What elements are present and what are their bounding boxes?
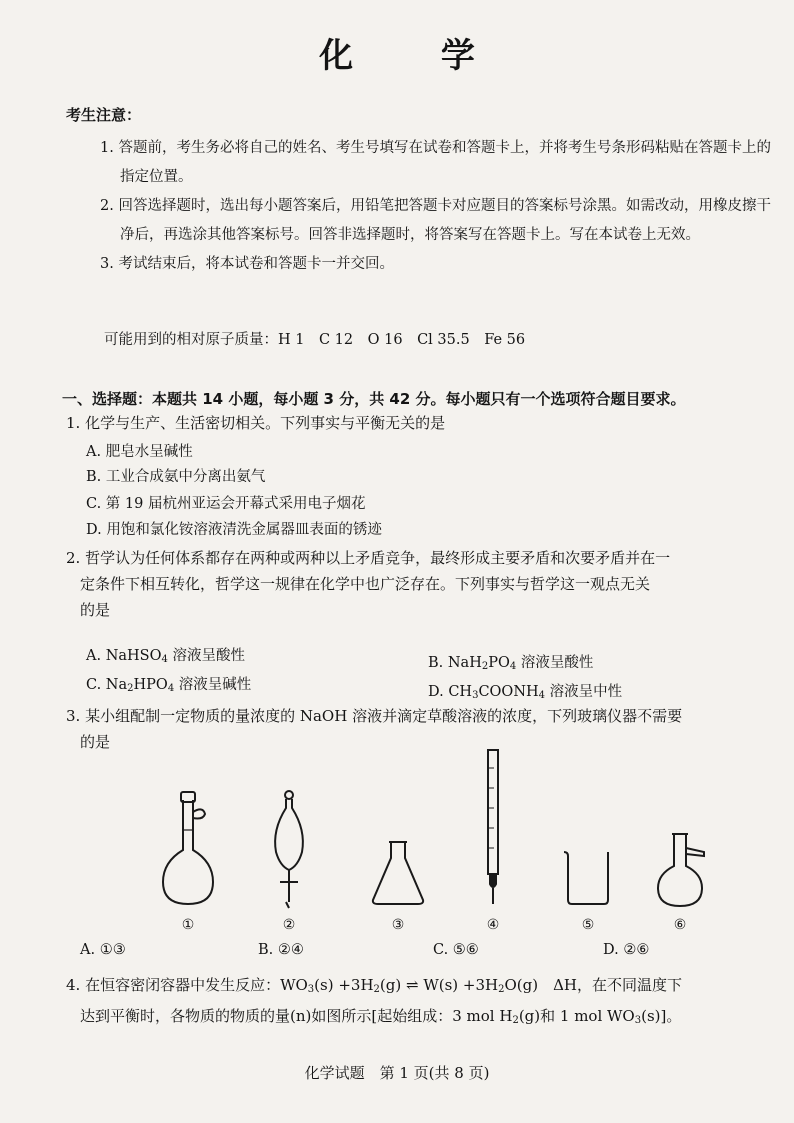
- beaker-icon: [558, 790, 618, 910]
- notice-list: [100, 134, 780, 279]
- question-1: [66, 410, 766, 436]
- apparatus-label: ①: [181, 917, 195, 933]
- option-a: A. 肥皂水呈碱性: [86, 444, 193, 460]
- volumetric-flask-icon: [158, 790, 218, 910]
- option-d: D. ②⑥: [603, 942, 650, 958]
- question-stem-line: 的是: [80, 601, 111, 619]
- option-a: A. NaHSO$_4$ 溶液呈酸性: [86, 648, 245, 665]
- question-stem-line: 达到平衡时，各物质的物质的量(n)如图所示[起始组成：3 mol $H_2(g)$和 1 mol $WO_3(s)$]。: [80, 1007, 682, 1026]
- option-a: A. ①③: [80, 942, 126, 958]
- apparatus-label: ②: [282, 917, 296, 933]
- question-stem-line: 4. 在恒容密闭容器中发生反应：$WO_3(s) +3H_2(g)$ ⇌ $W(s) +3H_2O(g)$ ΔH，在不同温度下: [66, 976, 683, 995]
- apparatus-label: ④: [486, 917, 500, 933]
- option-b: B. 工业合成氨中分离出氨气: [86, 469, 266, 485]
- option-c: C. ⑤⑥: [433, 942, 479, 958]
- question-3: [66, 703, 781, 755]
- notice-heading: 考生注意：: [66, 106, 142, 124]
- option-d: D. $CH_3COONH_4$ 溶液呈中性: [428, 684, 623, 701]
- notice-item: 2. 回答选择题时，选出每小题答案后，用铅笔把答题卡对应题目的答案标号涂黑。如需改动，用橡皮擦干净后，再选涂其他答案标号。回答非选择题时，将答案写在答题卡上。写在本试卷上无效。: [100, 198, 771, 243]
- question-stem-line: 2. 哲学认为任何体系都存在两种或两种以上矛盾竞争，最终形成主要矛盾和次要矛盾并在一: [66, 549, 671, 567]
- option-c: C. $Na_2HPO_4$ 溶液呈碱性: [86, 677, 252, 694]
- atomic-masses: 可能用到的相对原子质量：H 1 C 12 O 16 Cl 35.5 Fe 56: [104, 332, 526, 348]
- page-title: 化 学: [319, 36, 513, 76]
- option-b: B. ②④: [258, 942, 304, 958]
- section-title: 一、选择题：本题共 14 小题，每小题 3 分，共 42 分。每小题只有一个选项符合题目要求。: [62, 390, 686, 408]
- notice-item: 3. 考试结束后，将本试卷和答题卡一并交回。: [100, 256, 394, 272]
- separatory-funnel-icon: [264, 790, 314, 910]
- question-stem-line: 定条件下相互转化，哲学这一规律在化学中也广泛存在。下列事实与哲学这一观点无关: [80, 575, 651, 593]
- page-footer: 化学试题 第 1 页(共 8 页): [304, 1064, 490, 1082]
- option-c: C. 第 19 届杭州亚运会开幕式采用电子烟花: [86, 496, 366, 512]
- question-stem-line: 3. 某小组配制一定物质的量浓度的 NaOH 溶液并滴定草酸溶液的浓度，下列玻璃仪器不需要: [66, 707, 683, 725]
- conical-flask-icon: [368, 790, 428, 910]
- burette-icon: [478, 748, 508, 910]
- question-4: [66, 972, 786, 1034]
- question-stem: 1. 化学与生产、生活密切相关。下列事实与平衡无关的是: [66, 414, 446, 432]
- option-b: B. $NaH_2PO_4$ 溶液呈酸性: [428, 655, 594, 672]
- apparatus-label: ③: [391, 917, 405, 933]
- option-d: D. 用饱和氯化铵溶液清洗金属器皿表面的锈迹: [86, 522, 382, 538]
- apparatus-label: ⑤: [581, 917, 595, 933]
- apparatus-label: ⑥: [673, 917, 687, 933]
- question-2: [66, 545, 781, 623]
- notice-item: 1. 答题前，考生务必将自己的姓名、考生号填写在试卷和答题卡上，并将考生号条形码粘贴在答题卡上的指定位置。: [100, 140, 771, 185]
- distillation-flask-icon: [652, 790, 716, 910]
- question-stem-line: 的是: [80, 733, 111, 751]
- glassware-figure: [150, 790, 710, 935]
